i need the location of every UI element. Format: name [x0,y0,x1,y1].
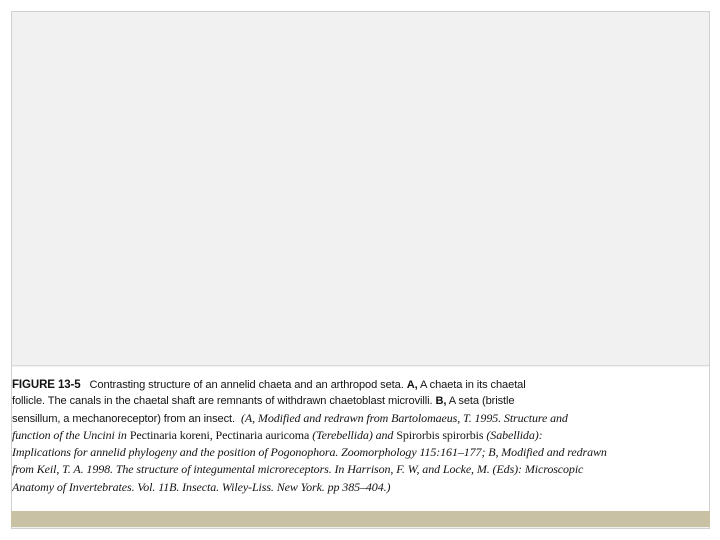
caption-line-7 [12,479,702,496]
figure-image-area [12,12,709,366]
caption-line-6 [12,461,702,478]
figure-caption [12,377,702,496]
caption-credit: (Sabellida): [486,427,543,442]
caption-credit: Anatomy of Invertebrates. Vol. 11B. Insecta. Wiley-Liss. New York. pp 385–404.) [12,479,391,494]
caption-credit: (Terebellida) and [312,427,394,442]
caption-credit: (A, Modified and redrawn from Bartolomaeus, T. 1995. Structure and [241,410,568,425]
caption-text: follicle. The canals in the chaetal shaft are remnants of withdrawn chaetoblast microvilli. [12,395,433,408]
part-a-label: A, [406,379,418,391]
caption-credit: function of the Uncini in [12,427,127,442]
caption-credit: from Keil, T. A. 1998. The structure of integumental microreceptors. In Harrison, F. W, and Locke, M. (Eds): Microscopic [12,462,584,477]
taxon-name: Pectinaria koreni, Pectinaria auricoma [129,427,310,442]
caption-text: A seta (bristle [448,395,515,408]
caption-line-1 [12,377,702,393]
caption-box [12,367,709,523]
figure-label: FIGURE 13-5 [12,379,81,391]
taxon-name: Spirorbis spirorbis [396,427,484,442]
caption-credit: Implications for annelid phylogeny and the position of Pogonophora. Zoomorphology 115:161–177; B, Modified and redrawn [12,445,607,460]
part-b-label: B, [435,395,447,408]
caption-title: Contrasting structure of an annelid chaeta and an arthropod seta. [89,379,404,391]
bottom-accent-bar [11,511,710,527]
slide-frame [11,11,710,529]
caption-line-5 [12,444,702,461]
caption-text: A chaeta in its chaetal [419,379,526,391]
caption-line-2 [12,393,702,409]
caption-line-3 [12,410,702,427]
caption-text: sensillum, a mechanoreceptor) from an insect. [12,412,236,425]
caption-line-4 [12,427,702,444]
